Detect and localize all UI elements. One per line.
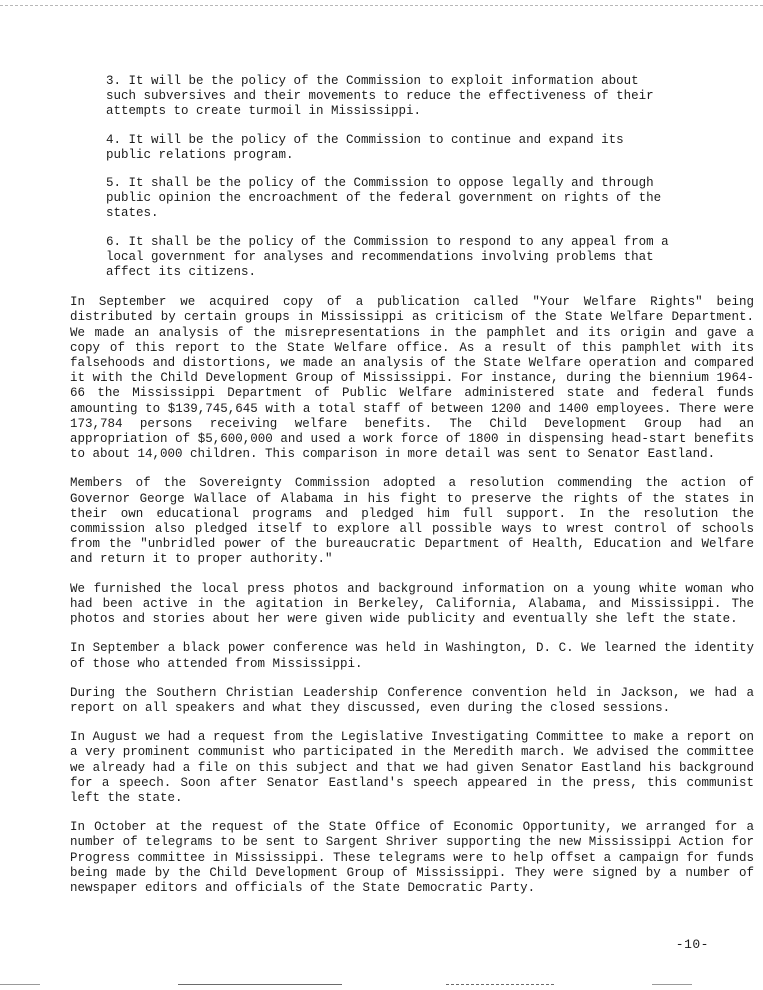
top-border — [0, 5, 763, 6]
policy-item-3: 3. It will be the policy of the Commission to exploit information about such subversives and their movements to reduce the effectiveness of their attempts to create turmoil in Mississippi. — [106, 74, 654, 119]
paragraph-meredith-march: In August we had a request from the Legislative Investigating Committee to make a report on a very prominent communist who participated in the Meredith march. We advised the committee we already had a file on this subject and that we had given Senator Eastland his background for a speech. Soon after Senator Eastland's speech appeared in the press, this communist left the state. — [70, 730, 754, 805]
paragraph-black-power-conference: In September a black power conference was held in Washington, D. C. We learned the identity of those who attended from Mississippi. — [70, 641, 754, 671]
footer-rule — [178, 984, 342, 985]
paragraph-telegrams: In October at the request of the State Office of Economic Opportunity, we arranged for a number of telegrams to be sent to Sargent Shriver supporting the new Mississippi Action for Progress committee in Mississippi. These telegrams were to help offset a campaign for funds being made by the Child Development Group of Mississippi. They were signed by a number of newspaper editors and officials of the State Democratic Party. — [70, 820, 754, 895]
policy-item-6: 6. It shall be the policy of the Commission to respond to any appeal from a local government for analyses and recommendations involving problems that affect its citizens. — [106, 234, 669, 280]
footer-rule-left — [0, 984, 40, 985]
paragraph-press-photos: We furnished the local press photos and background information on a young white woman who had been active in the agitation in Berkeley, California, Alabama, and Mississippi. The photos and stories about her were given wide publicity and eventually she left the state. — [70, 581, 754, 627]
page-number: -10- — [675, 937, 709, 952]
paragraph-sclc-convention: During the Southern Christian Leadership Conference convention held in Jackson, we had a report on all speakers and what they discussed, even during the closed sessions. — [70, 685, 754, 715]
policy-item-4: 4. It will be the policy of the Commission to continue and expand its public relations program. — [106, 132, 624, 162]
footer-rule-dashed — [446, 984, 554, 985]
paragraph-welfare-rights: In September we acquired copy of a publication called "Your Welfare Rights" being distributed by certain groups in Mississippi as criticism of the State Welfare Department. We made an analysis of the misrepresentations in the pamphlet and its origin and gave a copy of this report to the State Welfare office. As a result of this pamphlet with its falsehoods and distortions, we made an analysis of the State Welfare operation and compared it with the Child Development Group of Mississippi. For instance, during the biennium 1964-66 the Mississippi Department of Public Welfare administered state and federal funds amounting to $139,745,645 with a total staff of between 1200 and 1400 employees. There were 173,784 persons receiving welfare benefits. The Child Development Group had an appropriation of $5,600,000 and used a work force of 1800 in dispensing head-start benefits to about 14,000 children. This comparison in more detail was sent to Senator Eastland. — [70, 295, 754, 462]
paragraph-wallace-resolution: Members of the Sovereignty Commission adopted a resolution commending the action of Governor George Wallace of Alabama in his fight to preserve the rights of the states in their own educational programs and pledged him full support. In the resolution the commission also pledged itself to explore all possible ways to wrest control of schools from the "unbridled power of the bureaucratic Department of Health, Education and Welfare and return it to proper authority." — [70, 476, 754, 567]
policy-item-5: 5. It shall be the policy of the Commission to oppose legally and through public opinion the encroachment of the federal government on rights of the states. — [106, 176, 662, 221]
footer-rule-right — [652, 984, 692, 985]
document-body — [70, 74, 754, 910]
